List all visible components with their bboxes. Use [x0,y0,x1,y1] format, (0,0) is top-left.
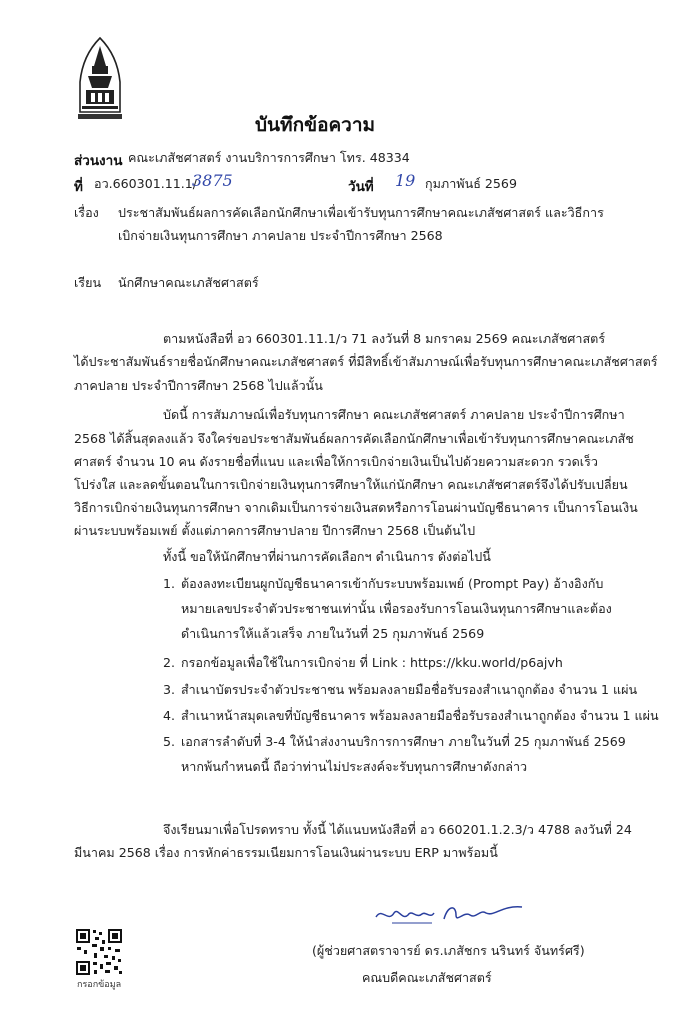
list-item-number: 5. [163,734,176,749]
to-label: เรียน [74,275,102,290]
list-item-line: ต้องลงทะเบียนผูกบัญชีธนาคารเข้ากับระบบพร้อมเพย์ (Prompt Pay) อ้างอิงกับ [181,576,604,591]
paragraph-line: ผ่านระบบพร้อมเพย์ ตั้งแต่ภาคการศึกษาปลาย ปีการศึกษา 2568 เป็นต้นไป [74,523,476,538]
list-item-number: 1. [163,576,176,591]
paragraph-line: ศาสตร์ จำนวน 10 คน ดังรายชื่อที่แนบ และเพื่อให้การเบิกจ่ายเงินเป็นไปด้วยความสะดวก รวดเร็ว [74,454,598,469]
closing-line: จึงเรียนมาเพื่อโปรดทราบ ทั้งนี้ ได้แนบหนังสือที่ อว 660201.1.2.3/ว 4788 ลงวันที่ 24 [163,822,632,837]
department-label: ส่วนงาน [74,153,123,169]
ref-number: 3875 [192,171,233,190]
subject-line: เบิกจ่ายเงินทุนการศึกษา ภาคปลาย ประจำปีการศึกษา 2568 [118,228,443,243]
paragraph-line: บัดนี้ การสัมภาษณ์เพื่อรับทุนการศึกษา คณะเภสัชศาสตร์ ภาคปลาย ประจำปีการศึกษา [163,407,625,422]
ref-prefix: อว.660301.11.1/ [94,176,198,191]
qr-code[interactable] [75,928,123,976]
university-logo [76,36,124,124]
paragraph-line: 2568 ได้สิ้นสุดลงแล้ว จึงใคร่ขอประชาสัมพันธ์ผลการคัดเลือกนักศึกษาเพื่อเข้ารับทุนการศึกษาคณะเภสัช [74,431,634,446]
list-item-line: กรอกข้อมูลเพื่อใช้ในการเบิกจ่าย ที่ Link : https://kku.world/p6ajvh [181,655,563,670]
memo-title: บันทึกข้อความ [255,114,376,136]
paragraph-line: ตามหนังสือที่ อว 660301.11.1/ว 71 ลงวันที่ 8 มกราคม 2569 คณะเภสัชศาสตร์ [163,331,606,346]
list-item-number: 4. [163,708,176,723]
date-day: 19 [395,171,416,190]
list-item-line: ดำเนินการให้แล้วเสร็จ ภายในวันที่ 25 กุมภาพันธ์ 2569 [181,626,485,641]
instructions-intro: ทั้งนี้ ขอให้นักศึกษาที่ผ่านการคัดเลือกฯ ดำเนินการ ดังต่อไปนี้ [163,549,491,564]
paragraph-line: วิธีการเบิกจ่ายเงินทุนการศึกษา จากเดิมเป็นการจ่ายเงินสดหรือการโอนผ่านบัญชีธนาคาร เป็นการโอนเงิน [74,500,638,515]
date-month-year: กุมภาพันธ์ 2569 [425,176,517,191]
qr-caption: กรอกข้อมูล [77,980,122,990]
to-value: นักศึกษาคณะเภสัชศาสตร์ [118,275,259,290]
list-item-line: สำเนาหน้าสมุดเลขที่บัญชีธนาคาร พร้อมลงลายมือชื่อรับรองสำเนาถูกต้อง จำนวน 1 แผ่น [181,708,659,723]
list-item-line: เอกสารลำดับที่ 3-4 ให้นำส่งงานบริการการศึกษา ภายในวันที่ 25 กุมภาพันธ์ 2569 [181,734,626,749]
paragraph-line: โปร่งใส และลดขั้นตอนในการเบิกจ่ายเงินทุนการศึกษาให้แก่นักศึกษา คณะเภสัชศาสตร์จึงได้ปรับเปลี่ยน [74,477,628,492]
ref-label: ที่ [74,179,83,195]
subject-label: เรื่อง [74,205,99,220]
department-value: คณะเภสัชศาสตร์ งานบริการการศึกษา โทร. 48334 [128,150,410,165]
list-item-number: 3. [163,682,176,697]
date-label: วันที่ [348,179,374,195]
list-item-number: 2. [163,655,176,670]
signatory-name: (ผู้ช่วยศาสตราจารย์ ดร.เภสัชกร นรินทร์ จันทร์ศรี) [312,943,585,958]
paragraph-line: ภาคปลาย ประจำปีการศึกษา 2568 ไปแล้วนั้น [74,378,323,393]
closing-line: มีนาคม 2568 เรื่อง การหักค่าธรรมเนียมการโอนเงินผ่านระบบ ERP มาพร้อมนี้ [74,845,498,860]
list-item-line: สำเนาบัตรประจำตัวประชาชน พร้อมลงลายมือชื่อรับรองสำเนาถูกต้อง จำนวน 1 แผ่น [181,682,638,697]
signatory-position: คณบดีคณะเภสัชศาสตร์ [362,970,492,985]
list-item-line: หมายเลขประจำตัวประชาชนเท่านั้น เพื่อรองรับการโอนเงินทุนการศึกษาและต้อง [181,601,612,616]
signature-image [372,897,532,931]
list-item-line: หากพ้นกำหนดนี้ ถือว่าท่านไม่ประสงค์จะรับทุนการศึกษาดังกล่าว [181,759,528,774]
paragraph-line: ได้ประชาสัมพันธ์รายชื่อนักศึกษาคณะเภสัชศาสตร์ ที่มีสิทธิ์เข้าสัมภาษณ์เพื่อรับทุนการศึกษาคณะเภสัชศาสตร์ [74,354,658,369]
subject-line: ประชาสัมพันธ์ผลการคัดเลือกนักศึกษาเพื่อเข้ารับทุนการศึกษาคณะเภสัชศาสตร์ และวิธีการ [118,205,604,220]
